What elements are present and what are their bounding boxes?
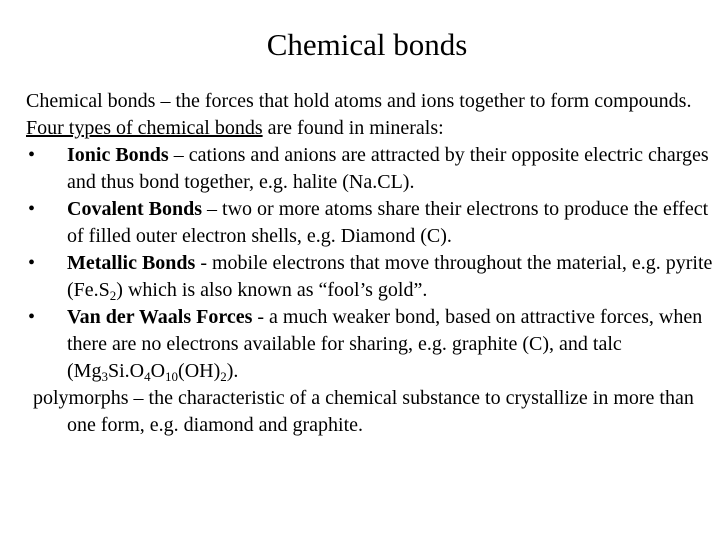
bullet-metallic — [26, 250, 716, 304]
bullet-dot: • — [28, 144, 36, 166]
bullet-dot: • — [28, 198, 36, 220]
bullet-dot: • — [28, 252, 36, 274]
intro-paragraph — [26, 88, 716, 115]
subscript: 2 — [109, 288, 117, 303]
subscript: 2 — [220, 369, 227, 384]
types-heading-rest: are found in minerals: — [262, 117, 444, 139]
bullet-ionic-text: – cations and anions are attracted by their opposite electric charges and thus bond together, e.g. halite (Na.CL). — [67, 144, 709, 193]
bullet-vdw-text-end: ). — [226, 360, 239, 382]
formula-part: Si.O — [107, 360, 145, 382]
types-heading — [26, 115, 716, 142]
subscript: 10 — [165, 369, 179, 384]
polymorphs-paragraph: polymorphs – the characteristic of a chemical substance to crystallize in more than one form, e.g. diamond and graphite. — [33, 387, 694, 436]
subscript: 4 — [144, 369, 151, 384]
intro-definition: – the forces that hold atoms and ions together to form compounds. — [155, 90, 692, 112]
bullet-covalent-term: Covalent Bonds — [67, 198, 203, 220]
bullet-covalent — [26, 196, 716, 250]
types-heading-underlined: Four types of chemical bonds — [26, 117, 263, 139]
bullet-vdw-text: - a much weaker bond, based on attractive forces, when there are no electrons available for sharing, e.g. graphite (C), and talc (Mg — [67, 306, 703, 382]
slide-title-text: Chemical bonds — [266, 27, 468, 62]
bullet-metallic-text-end: ) which is also known as “fool’s gold”. — [116, 279, 428, 301]
slide-title — [0, 26, 720, 64]
slide-body — [26, 88, 716, 439]
bullet-covalent-text: – two or more atoms share their electrons to produce the effect of filled outer electron shells, e.g. Diamond (C). — [67, 198, 709, 247]
bullet-metallic-text: - mobile electrons that move throughout the material, e.g. pyrite (Fe.S — [67, 252, 713, 301]
bullet-vdw-term: Van der Waals Forces — [67, 306, 253, 328]
bullet-van-der-waals — [26, 304, 716, 385]
bullet-metallic-term: Metallic Bonds — [67, 252, 196, 274]
formula-part: (OH) — [178, 360, 221, 382]
subscript: 3 — [101, 369, 108, 384]
bullet-ionic — [26, 142, 716, 196]
bullet-dot: • — [28, 306, 36, 328]
formula-part: O — [150, 360, 166, 382]
intro-term: Chemical bonds — [26, 90, 156, 112]
bullet-ionic-term: Ionic Bonds — [67, 144, 169, 166]
